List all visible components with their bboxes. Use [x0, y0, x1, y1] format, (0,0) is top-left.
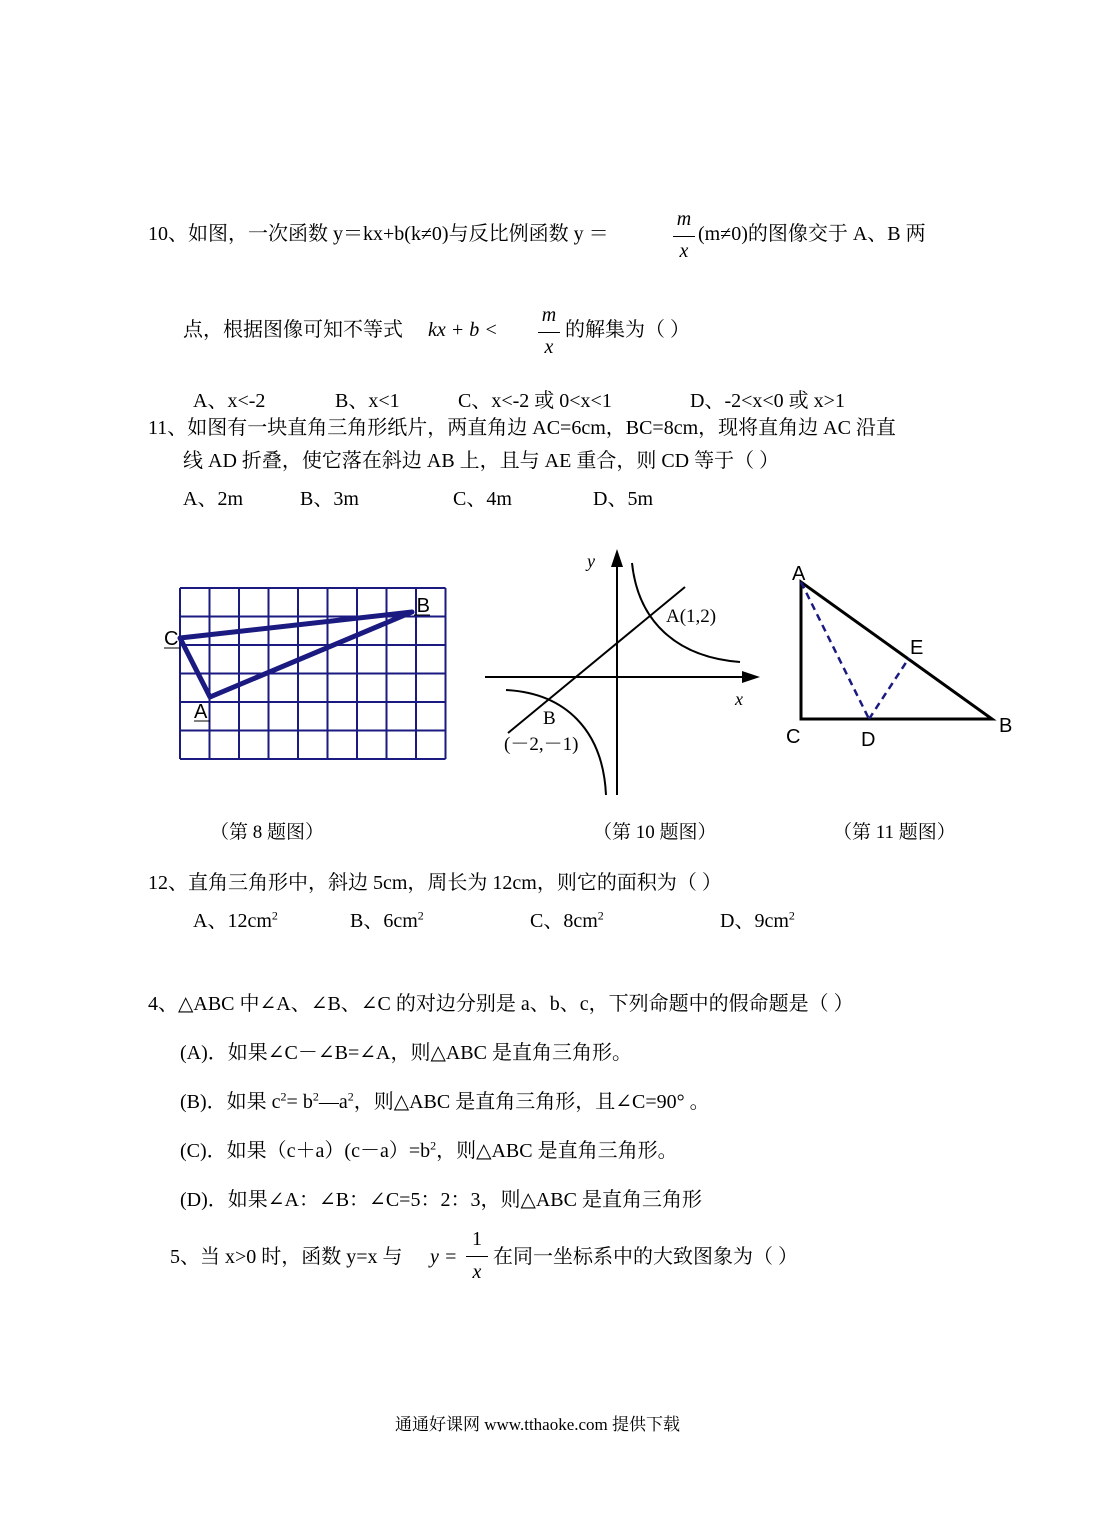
- q4-option-a: (A)．如果∠C－∠B=∠A，则△ABC 是直角三角形。: [180, 1042, 632, 1064]
- q10-ineq-denominator: x: [544, 336, 554, 358]
- page-footer: 通通好课网 www.tthaoke.com 提供下载: [395, 1415, 681, 1434]
- fig11-triangle: [801, 582, 992, 719]
- q10-option-d: D、-2<x<0 或 x>1: [690, 390, 845, 412]
- fig10-label-y: y: [587, 551, 595, 571]
- fig10-label-b-coord: (－2,－1): [504, 734, 579, 755]
- q12-option-d: D、$9cm^2$: [720, 908, 795, 932]
- fig8-triangle: [180, 612, 412, 697]
- fig8-label-b: B: [416, 595, 430, 617]
- fig10-y-arrow: [611, 549, 623, 567]
- q11-option-a: A、2m: [183, 488, 243, 510]
- q10-option-c: C、x<-2 或 0<x<1: [458, 390, 612, 412]
- q11-option-b: B、3m: [300, 488, 359, 510]
- q12-option-a: A、$12cm^2$: [193, 908, 278, 932]
- fig11-dashed-de: [869, 658, 909, 719]
- q10-inequality: kx + b <: [428, 319, 498, 341]
- fig10-label-a: A(1,2): [666, 606, 717, 627]
- fig8-grid-triangle: [160, 578, 460, 768]
- q10-line1-prefix: 10、如图，一次函数 y＝kx+b(k≠0)与反比例函数 y ＝: [148, 223, 609, 245]
- q12-option-b: B、$6cm^2$: [350, 908, 424, 932]
- q10-line1-suffix: (m≠0)的图像交于 A、B 两: [698, 223, 926, 245]
- q10-line2-prefix: 点，根据图像可知不等式: [183, 319, 403, 341]
- q4-line1: 4、△ABC 中∠A、∠B、∠C 的对边分别是 a、b、c，下列命题中的假命题是（ ）: [148, 993, 854, 1015]
- q5-suffix: 在同一坐标系中的大致图象为（ ）: [493, 1246, 798, 1268]
- fig11-label-c: C: [786, 726, 801, 748]
- q12-line1: 12、直角三角形中，斜边 5cm，周长为 12cm，则它的面积为（ ）: [148, 872, 722, 894]
- fig10-label-x: x: [735, 689, 743, 709]
- fig11-dashed-ad: [801, 582, 869, 719]
- q11-line1: 11、如图有一块直角三角形纸片，两直角边 AC=6cm，BC=8cm，现将直角边 AC 沿直: [148, 417, 896, 439]
- q12-option-c: C、$8cm^2$: [530, 908, 604, 932]
- q10-option-a: A、x<-2: [193, 390, 266, 412]
- q5-prefix: 5、当 x>0 时，函数 y=x 与: [170, 1246, 403, 1268]
- q10-frac-denominator: x: [679, 240, 689, 262]
- fig10-caption: （第 10 题图）: [593, 822, 717, 843]
- q10-ineq-bar: [538, 332, 560, 333]
- q11-option-d: D、5m: [593, 488, 653, 510]
- fig11-label-b: B: [999, 715, 1013, 737]
- q11-option-c: C、4m: [453, 488, 512, 510]
- fig11-folded-triangle: [780, 560, 1040, 760]
- fig11-caption: （第 11 题图）: [833, 822, 956, 843]
- q5-frac-bar: [466, 1256, 488, 1257]
- fig10-label-b: B: [543, 708, 556, 729]
- q10-frac-numerator: m: [676, 208, 692, 230]
- fig11-label-d: D: [861, 729, 876, 751]
- q10-option-b: B、x<1: [335, 390, 400, 412]
- fig10-x-arrow: [742, 671, 760, 683]
- fig10-coordinate-plane: [480, 545, 780, 800]
- fig8-label-a: A: [194, 701, 208, 723]
- q5-y-eq: y =: [430, 1246, 458, 1268]
- fig8-label-c: C: [164, 628, 179, 650]
- fig11-label-e: E: [910, 637, 924, 659]
- q10-line2-suffix: 的解集为（ ）: [565, 319, 690, 341]
- fig10-line: [508, 587, 685, 733]
- q5-frac-denominator: x: [472, 1261, 482, 1283]
- q11-line2: 线 AD 折叠，使它落在斜边 AB 上，且与 AE 重合，则 CD 等于（ ）: [183, 450, 780, 472]
- q10-frac-bar: [673, 236, 695, 237]
- q4-option-c: (C)．如果$(c+a)(c-a)=b^2$，则△ABC 是直角三角形。: [180, 1138, 678, 1162]
- q4-option-d: (D)．如果∠A：∠B：∠C=5：2：3，则△ABC 是直角三角形: [180, 1189, 702, 1211]
- fig11-label-a: A: [792, 563, 806, 585]
- fig8-caption: （第 8 题图）: [210, 822, 325, 843]
- q5-frac-numerator: 1: [472, 1228, 482, 1250]
- q4-option-b: (B)．如果 $c^2=$ $b^2—a^2$，则△ABC 是直角三角形，且∠C=90° 。: [180, 1089, 710, 1113]
- q10-ineq-numerator: m: [541, 304, 557, 326]
